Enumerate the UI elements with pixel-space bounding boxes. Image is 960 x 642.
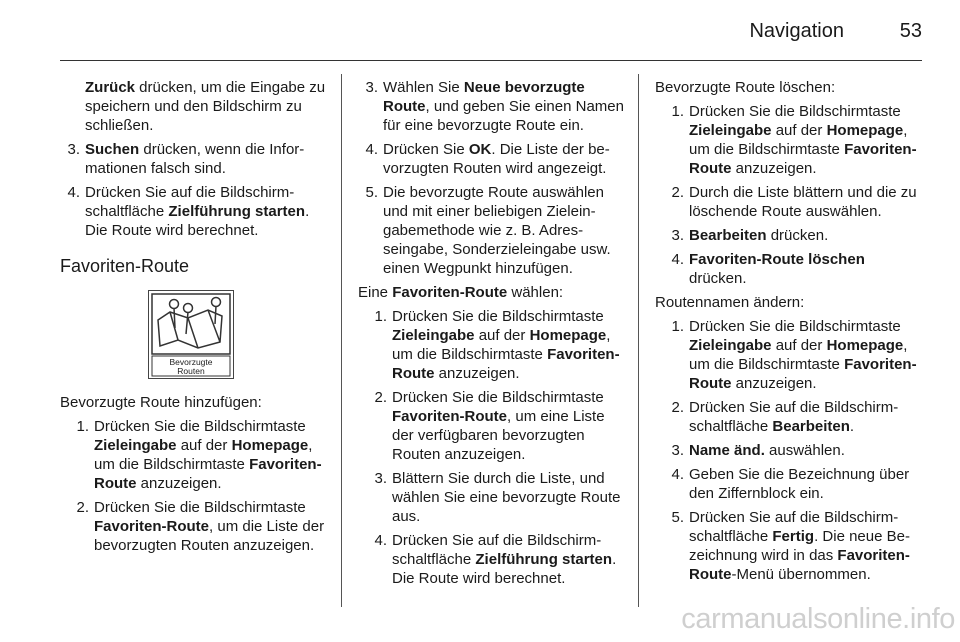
list-item: 2. Drücken Sie die Bildschirmtaste Favoriten-Route, um eine Liste der verfügbaren bevorzugten Routen anzuzeigen.	[374, 389, 605, 463]
list-item: 3. Blättern Sie durch die Liste, und wählen Sie eine bevorzugte Route aus.	[374, 470, 621, 525]
list-item: 3. Suchen drücken, wenn die Informationen falsch sind.	[67, 141, 305, 177]
list-item: 1. Drücken Sie die Bildschirmtaste Zieleingabe auf der Homepage, um die Bildschirmtaste Favoriten-Route anzuzeigen.	[76, 418, 322, 492]
list-item: 3. Wählen Sie Neue bevorzugte Route, und geben Sie einen Namen für eine bevorzugte Route ein.	[365, 79, 624, 134]
list-item: 3. Name änd. auswählen.	[671, 442, 845, 459]
step-list	[358, 78, 626, 278]
step-list	[664, 317, 923, 584]
continued-step: Zurück drücken, um die Eingabe zu speichern und den Bildschirm zu schließen.	[85, 79, 326, 134]
list-item: 3. Bearbeiten drücken.	[671, 227, 829, 244]
column-1	[60, 78, 328, 560]
favorite-routes-icon	[148, 290, 234, 379]
column-3	[655, 78, 923, 589]
page-number: 53	[899, 20, 922, 42]
list-item: 1. Drücken Sie die Bildschirmtaste Zieleingabe auf der Homepage, um die Bildschirmtaste Favoriten-Route anzuzeigen.	[671, 103, 917, 177]
list-item: 4. Drücken Sie auf die Bildschirmschaltfläche Zielführung starten. Die Route wird berechnet.	[67, 184, 310, 239]
watermark: carmanualsonline.info	[681, 603, 955, 635]
list-item: 2. Durch die Liste blättern und die zu löschende Route auswählen.	[671, 184, 917, 220]
list-item: 2. Drücken Sie die Bildschirmtaste Favoriten-Route, um die Liste der bevorzugten Routen anzuzeigen.	[76, 499, 325, 554]
procedure-intro: Bevorzugte Route hinzufügen:	[60, 394, 262, 411]
step-list	[60, 140, 328, 240]
figure-label-line1: Bevorzugte	[169, 357, 213, 367]
list-item: 5. Drücken Sie auf die Bildschirmschaltfläche Fertig. Die neue Bezeichnung wird in das Favoriten-Route-Menü übernommen.	[671, 509, 910, 583]
procedure-intro: Routennamen ändern:	[655, 294, 805, 311]
list-item: 4. Drücken Sie OK. Die Liste der bevorzugten Routen wird angezeigt.	[365, 141, 610, 177]
procedure-intro: Bevorzugte Route löschen:	[655, 79, 836, 96]
step-list	[664, 102, 923, 288]
step-list	[69, 417, 328, 555]
column-divider	[638, 74, 639, 607]
procedure-intro: Eine Favoriten-Route wählen:	[358, 284, 564, 301]
list-item: 4. Drücken Sie auf die Bildschirmschaltfläche Zielführung starten. Die Route wird berechnet.	[374, 532, 617, 587]
step-list	[367, 307, 626, 588]
list-item: 5. Die bevorzugte Route auswählen und mit einer beliebigen Zieleingabemethode wie z. B. Adresseingabe, Sonderzieleingabe usw. einen Wegpunkt hinzufügen.	[365, 184, 611, 277]
list-item: 4. Geben Sie die Bezeichnung über den Ziffernblock ein.	[671, 466, 910, 502]
list-item: 1. Drücken Sie die Bildschirmtaste Zieleingabe auf der Homepage, um die Bildschirmtaste Favoriten-Route anzuzeigen.	[374, 308, 620, 382]
list-item: 2. Drücken Sie auf die Bildschirmschaltfläche Bearbeiten.	[671, 399, 899, 435]
section-title: Navigation	[749, 20, 844, 42]
column-2	[358, 78, 626, 593]
list-item: 1. Drücken Sie die Bildschirmtaste Zieleingabe auf der Homepage, um die Bildschirmtaste Favoriten-Route anzuzeigen.	[671, 318, 917, 392]
page-header	[60, 0, 922, 61]
figure-label-line2: Routen	[177, 366, 205, 376]
section-heading: Favoriten-Route	[60, 256, 190, 276]
column-divider	[341, 74, 342, 607]
list-item: 4. Favoriten-Route löschen drücken.	[671, 251, 865, 287]
